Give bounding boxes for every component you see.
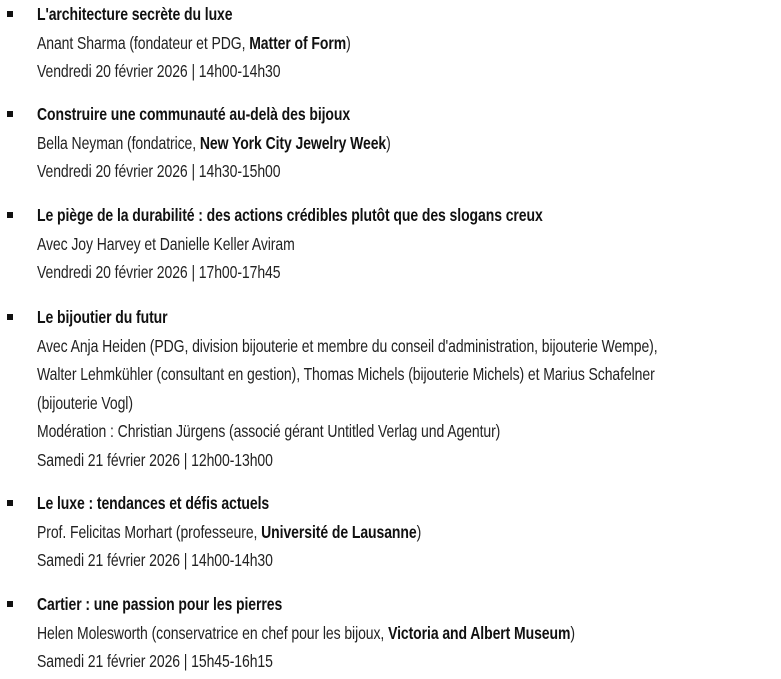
session-date: Vendredi 20 février 2026 | 14h00-14h30	[37, 61, 281, 81]
session-title: Construire une communauté au-delà des bijoux	[37, 104, 351, 124]
session-speaker	[37, 518, 781, 547]
bullet-icon	[7, 500, 13, 506]
session-title: Le bijoutier du futur	[37, 307, 168, 327]
session-speaker	[37, 619, 781, 648]
session-speaker	[37, 29, 781, 58]
speaker-text: Prof. Felicitas Morhart (professeure,	[37, 521, 262, 542]
speaker-text: Anant Sharma (fondateur et PDG,	[37, 32, 250, 53]
session-speaker	[37, 129, 781, 158]
speaker-suffix: )	[570, 622, 575, 643]
bullet-icon	[7, 212, 13, 218]
speaker-organization: New York City Jewelry Week	[199, 132, 387, 153]
session-date: Vendredi 20 février 2026 | 14h30-15h00	[37, 161, 281, 181]
session-date: Vendredi 20 février 2026 | 17h00-17h45	[37, 262, 281, 282]
bullet-icon	[7, 11, 13, 17]
session-date: Samedi 21 février 2026 | 12h00-13h00	[37, 449, 273, 470]
session-date: Samedi 21 février 2026 | 15h45-16h15	[37, 651, 273, 671]
session-speaker: (bijouterie Vogl)	[37, 392, 133, 413]
session-speaker: Avec Anja Heiden (PDG, division bijouterie et membre du conseil d'administration, bijouterie Wempe),	[37, 335, 658, 356]
session-title: Le piège de la durabilité : des actions crédibles plutôt que des slogans creux	[37, 205, 543, 225]
speaker-organization: Victoria and Albert Museum	[388, 622, 571, 643]
speaker-suffix: )	[346, 32, 351, 53]
speaker-text: Helen Molesworth (conservatrice en chef pour les bijoux,	[37, 622, 389, 643]
speaker-suffix: )	[416, 521, 422, 542]
session-title: Le luxe : tendances et défis actuels	[37, 493, 270, 513]
session-speaker: Walter Lehmkühler (consultant en gestion), Thomas Michels (bijouterie Michels) et Marius Schafelner	[37, 364, 655, 384]
speaker-suffix: )	[386, 132, 391, 153]
session-title: L'architecture secrète du luxe	[37, 4, 233, 24]
speaker-text: Bella Neyman (fondatrice,	[37, 132, 200, 153]
speaker-organization: Université de Lausanne	[261, 521, 417, 542]
bullet-icon	[7, 111, 13, 117]
session-moderation: Modération : Christian Jürgens (associé gérant Untitled Verlag und Agentur)	[37, 421, 501, 441]
session-date: Samedi 21 février 2026 | 14h00-14h30	[37, 550, 273, 570]
speaker-organization: Matter of Form	[249, 32, 347, 53]
bullet-icon	[7, 314, 13, 320]
session-title: Cartier : une passion pour les pierres	[37, 594, 283, 614]
session-speaker: Avec Joy Harvey et Danielle Keller Aviram	[37, 233, 295, 254]
bullet-icon	[7, 601, 13, 607]
